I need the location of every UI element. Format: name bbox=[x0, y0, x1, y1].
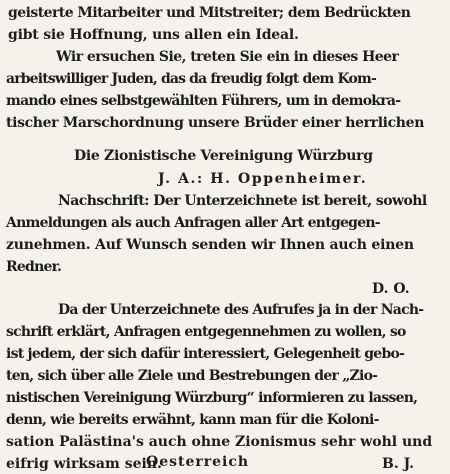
article-line-6: tischer Marschordnung unsere Brüder einer herrlichen bbox=[6, 115, 425, 131]
postscript-line-3: zunehmen. Auf Wunsch senden wir Ihnen auch einen bbox=[6, 237, 414, 253]
signature-organization: Die Zionistische Vereinigung Würzburg bbox=[74, 148, 373, 164]
postscript-initials: D. O. bbox=[372, 281, 410, 297]
article-line-5: mando eines selbstgewählten Führers, um in demokra- bbox=[6, 93, 401, 109]
postscript-last-line: Redner. bbox=[6, 259, 62, 275]
article-line-1: geisterte Mitarbeiter und Mitstreiter; dem Bedrückten bbox=[8, 5, 411, 21]
reply-line-7: sation Palästina's auch ohne Zionismus sehr wohl und bbox=[6, 434, 433, 450]
reply-line-2: schrift erklärt, Anfragen entgegennehmen zu wollen, so bbox=[6, 324, 406, 340]
reply-line-5: nistischen Vereinigung Würzburg“ informieren zu lassen, bbox=[6, 390, 418, 406]
article-line-4: arbeitswilliger Juden, das da freudig folgt dem Kom- bbox=[6, 71, 376, 87]
article-line-2: gibt sie Hoffnung, uns allen ein Ideal. bbox=[8, 27, 299, 43]
reply-line-4: ten, sich über alle Ziele und Bestrebungen der „Zio- bbox=[6, 368, 378, 384]
postscript-line-1: Nachschrift: Der Unterzeichnete ist bereit, sowohl bbox=[58, 193, 427, 209]
reply-initials: B. J. bbox=[382, 456, 414, 472]
reply-line-1: Da der Unterzeichnete des Aufrufes ja in der Nach- bbox=[58, 302, 424, 318]
reply-line-3: ist jedem, der sich dafür interessiert, Gelegenheit gebo- bbox=[6, 346, 405, 362]
article-line-3: Wir ersuchen Sie, treten Sie ein in dieses Heer bbox=[56, 49, 399, 65]
reply-line-6: denn, wie bereits erwähnt, kann man für die Koloni- bbox=[6, 412, 379, 428]
signature-person: J. A.: H. Oppenheimer. bbox=[158, 171, 368, 187]
postscript-line-2: Anmeldungen als auch Anfragen aller Art entgegen- bbox=[6, 215, 380, 231]
next-section-heading: Oesterreich bbox=[146, 454, 250, 470]
reply-last-line: eifrig wirksam sein. bbox=[6, 456, 162, 472]
